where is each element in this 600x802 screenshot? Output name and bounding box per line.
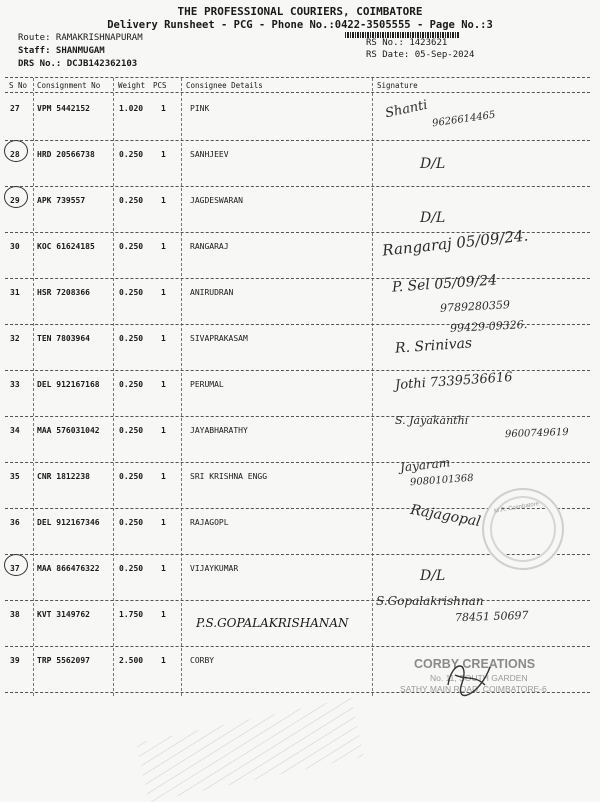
col-signature: Signature — [377, 81, 418, 90]
row-pcs: 1 — [161, 380, 166, 389]
row-consignee: PINK — [190, 104, 210, 113]
row-weight: 1.750 — [119, 610, 144, 619]
runsheet-subtitle: Delivery Runsheet - PCG - Phone No.:0422-3505555 - Page No.:3 — [107, 19, 493, 31]
row-sno: 27 — [10, 104, 20, 113]
rs-number: RS No.: 1423621 — [366, 38, 448, 48]
row-consignment-no: VPM 5442152 — [37, 104, 90, 113]
row-consignment-no: TEN 7803964 — [37, 334, 90, 343]
row-consignee: SIVAPRAKASAM — [190, 334, 248, 343]
row-consignment-no: KOC 61624185 — [37, 242, 95, 251]
row-sno: 36 — [10, 518, 20, 527]
row-consignment-no: DEL 912167168 — [37, 380, 100, 389]
row-consignee: SRI KRISHNA ENGG — [190, 472, 268, 481]
row-consignee: P.S.GOPALAKRISHANAN — [196, 616, 349, 630]
row-signature-phone: 9626614465 — [431, 109, 497, 130]
row-consignment-no: KVT 3149762 — [37, 610, 90, 619]
row-consignee: PERUMAL — [190, 380, 224, 389]
col-sno: S No — [9, 81, 28, 90]
row-pcs: 1 — [161, 196, 166, 205]
rs-date: RS Date: 05-Sep-2024 — [366, 50, 475, 60]
row-signature-phone: 99429-09326. — [449, 317, 528, 336]
row-sno: 28 — [10, 150, 20, 159]
row-pcs: 1 — [161, 472, 166, 481]
row-weight: 0.250 — [119, 334, 144, 343]
row-sno: 32 — [10, 334, 20, 343]
row-sno: 35 — [10, 472, 20, 481]
row-consignment-no: MAA 576031042 — [37, 426, 100, 435]
row-sno: 39 — [10, 656, 20, 665]
company-title: THE PROFESSIONAL COURIERS, COIMBATORE — [177, 5, 423, 18]
row-sno: 29 — [10, 196, 20, 205]
row-weight: 0.250 — [119, 472, 144, 481]
row-signature: D/L — [420, 210, 446, 226]
table-row — [0, 369, 600, 418]
row-weight: 0.250 — [119, 518, 144, 527]
table-header-rule — [5, 92, 590, 93]
row-signature-phone: 9789280359 — [439, 298, 511, 315]
row-weight: 2.500 — [119, 656, 144, 665]
row-weight: 0.250 — [119, 288, 144, 297]
row-weight: 0.250 — [119, 196, 144, 205]
row-divider — [5, 462, 590, 463]
stamp-company-name: CORBY CREATIONS — [414, 657, 536, 671]
col-pcs: PCS — [153, 81, 167, 90]
row-signature-phone: 9080101368 — [409, 472, 474, 489]
row-signature: Jayaram — [399, 455, 451, 475]
row-consignment-no: MAA 866476322 — [37, 564, 100, 573]
row-signature: S.Gopalakrishnan — [376, 594, 484, 608]
signature-scribble-icon — [440, 655, 500, 700]
row-signature: S. Jayakanthi — [395, 414, 469, 427]
row-signature: Rajagopal — [409, 501, 482, 531]
row-pcs: 1 — [161, 426, 166, 435]
row-pcs: 1 — [161, 334, 166, 343]
col-consignee: Consignee Details — [186, 81, 263, 90]
table-row — [0, 226, 600, 280]
row-sno: 37 — [10, 564, 20, 573]
row-consignment-no: CNR 1812238 — [37, 472, 90, 481]
col-consignment: Consignment No — [37, 81, 101, 90]
row-consignment-no: TRP 5562097 — [37, 656, 90, 665]
row-divider — [5, 646, 590, 647]
row-weight: 0.250 — [119, 380, 144, 389]
row-weight: 0.250 — [119, 426, 144, 435]
row-pcs: 1 — [161, 518, 166, 527]
row-signature: D/L — [420, 156, 446, 172]
row-pcs: 1 — [161, 564, 166, 573]
row-signature: Jothi 7339536616 — [394, 369, 514, 394]
stamp-address-line1: No. 11, SOUTH GARDEN — [430, 673, 528, 683]
row-weight: 0.250 — [119, 150, 144, 159]
row-signature: Rangaraj 05/09/24. — [381, 226, 530, 260]
staff-label: Staff: SHANMUGAM — [18, 46, 105, 56]
row-sno: 30 — [10, 242, 20, 251]
row-pcs: 1 — [161, 288, 166, 297]
row-divider — [5, 140, 590, 141]
scan-smudge — [136, 698, 364, 802]
row-sno: 34 — [10, 426, 20, 435]
row-consignee: RAJAGOPL — [190, 518, 229, 527]
table-row — [0, 414, 600, 464]
row-signature: R. Srinivas — [394, 335, 473, 357]
row-divider — [5, 600, 590, 601]
route-label: Route: RAMAKRISHNAPURAM — [18, 33, 143, 43]
col-weight: Weight — [118, 81, 146, 90]
row-consignee: ANIRUDRAN — [190, 288, 234, 297]
row-consignee: CORBY — [190, 656, 215, 665]
row-consignment-no: HSR 7208366 — [37, 288, 90, 297]
row-divider — [5, 186, 590, 187]
table-row — [0, 594, 600, 648]
company-seal — [482, 488, 564, 570]
row-consignment-no: DEL 912167346 — [37, 518, 100, 527]
row-pcs: 1 — [161, 656, 166, 665]
row-weight: 1.020 — [119, 104, 144, 113]
drs-number: DRS No.: DCJB142362103 — [18, 59, 138, 69]
row-consignment-no: HRD 20566738 — [37, 150, 95, 159]
row-weight: 0.250 — [119, 242, 144, 251]
table-row — [0, 317, 600, 372]
row-pcs: 1 — [161, 610, 166, 619]
row-consignee: JAYABHARATHY — [190, 426, 248, 435]
row-consignee: SANHJEEV — [190, 150, 229, 159]
table-row — [0, 96, 600, 142]
row-weight: 0.250 — [119, 564, 144, 573]
row-pcs: 1 — [161, 150, 166, 159]
row-signature: P. Sel 05/09/24 — [391, 272, 498, 296]
row-sno: 33 — [10, 380, 20, 389]
row-sno: 31 — [10, 288, 20, 297]
row-consignment-no: APK 739557 — [37, 196, 86, 205]
row-consignee: JAGDESWARAN — [190, 196, 243, 205]
row-signature-phone: 9600749619 — [504, 426, 569, 441]
row-consignee: RANGARAJ — [190, 242, 229, 251]
row-signature-phone: 78451 50697 — [454, 608, 529, 625]
row-signature: D/L — [420, 568, 446, 584]
row-divider — [5, 416, 590, 417]
row-signature: Shanti — [383, 97, 429, 122]
table-top-rule — [5, 77, 590, 78]
row-pcs: 1 — [161, 104, 166, 113]
row-consignee: VIJAYKUMAR — [190, 564, 239, 573]
seal-text: M.R. Coimbatore — [493, 501, 540, 515]
stamp-address-line2: SATHY MAIN ROAD, COIMBATORE-6 — [400, 684, 547, 694]
table-row — [0, 142, 600, 188]
row-sno: 38 — [10, 610, 20, 619]
row-divider — [5, 278, 590, 279]
row-pcs: 1 — [161, 242, 166, 251]
